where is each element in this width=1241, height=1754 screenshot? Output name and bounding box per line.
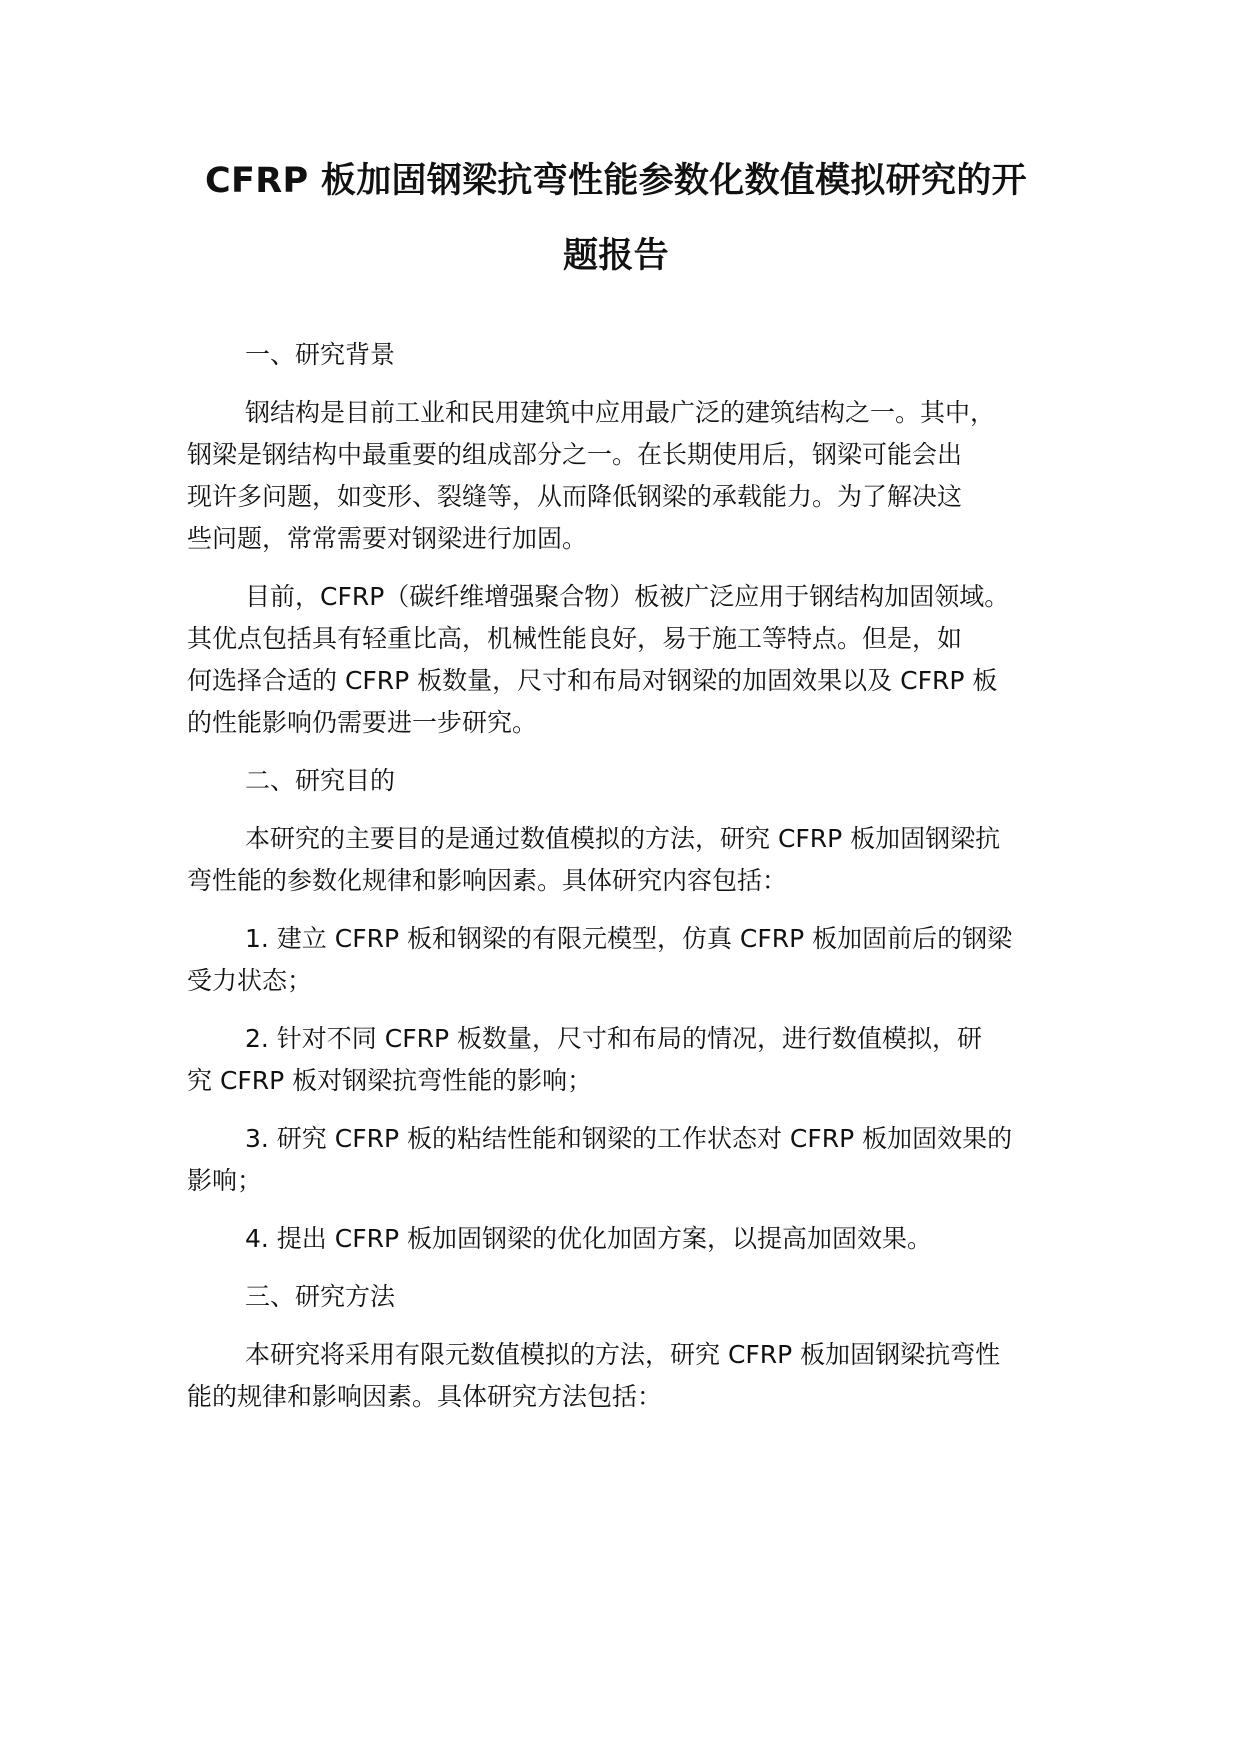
list-item-line: 影响； <box>187 1166 263 1195</box>
list-item-line: 4. 提出 CFRP 板加固钢梁的优化加固方案，以提高加固效果。 <box>245 1224 932 1253</box>
paragraph-line: 能的规律和影响因素。具体研究方法包括： <box>187 1382 663 1411</box>
list-item-line: 究 CFRP 板对钢梁抗弯性能的影响； <box>187 1066 593 1095</box>
list-item-line: 2. 针对不同 CFRP 板数量，尺寸和布局的情况，进行数值模拟，研 <box>245 1024 982 1053</box>
paragraph-line: 何选择合适的 CFRP 板数量，尺寸和布局对钢梁的加固效果以及 CFRP 板 <box>187 666 998 695</box>
paragraph-line: 目前，CFRP（碳纤维增强聚合物）板被广泛应用于钢结构加固领域。 <box>245 582 1010 611</box>
document-title-line-2: 题报告 <box>563 236 669 276</box>
list-item-line: 3. 研究 CFRP 板的粘结性能和钢梁的工作状态对 CFRP 板加固效果的 <box>245 1124 1013 1153</box>
paragraph-line: 钢梁是钢结构中最重要的组成部分之一。在长期使用后，钢梁可能会出 <box>187 440 963 469</box>
paragraph-line: 些问题，常常需要对钢梁进行加固。 <box>187 524 588 553</box>
document-title-line-1: CFRP 板加固钢梁抗弯性能参数化数值模拟研究的开 <box>205 161 1027 201</box>
paragraph-line: 弯性能的参数化规律和影响因素。具体研究内容包括： <box>187 866 788 895</box>
paragraph-line: 的性能影响仍需要进一步研究。 <box>187 708 538 737</box>
list-item-line: 受力状态； <box>187 966 313 995</box>
section-heading-purpose: 二、研究目的 <box>245 766 396 795</box>
paragraph-line: 本研究将采用有限元数值模拟的方法，研究 CFRP 板加固钢梁抗弯性 <box>245 1340 1001 1369</box>
paragraph-line: 本研究的主要目的是通过数值模拟的方法，研究 CFRP 板加固钢梁抗 <box>245 824 1001 853</box>
paragraph-line: 现许多问题，如变形、裂缝等，从而降低钢梁的承载能力。为了解决这 <box>187 482 963 511</box>
section-heading-method: 三、研究方法 <box>245 1282 396 1311</box>
paragraph-line: 其优点包括具有轻重比高，机械性能良好，易于施工等特点。但是，如 <box>187 624 963 653</box>
paragraph-line: 钢结构是目前工业和民用建筑中应用最广泛的建筑结构之一。其中， <box>245 398 996 427</box>
list-item-line: 1. 建立 CFRP 板和钢梁的有限元模型，仿真 CFRP 板加固前后的钢梁 <box>245 924 1013 953</box>
section-heading-background: 一、研究背景 <box>245 340 396 369</box>
